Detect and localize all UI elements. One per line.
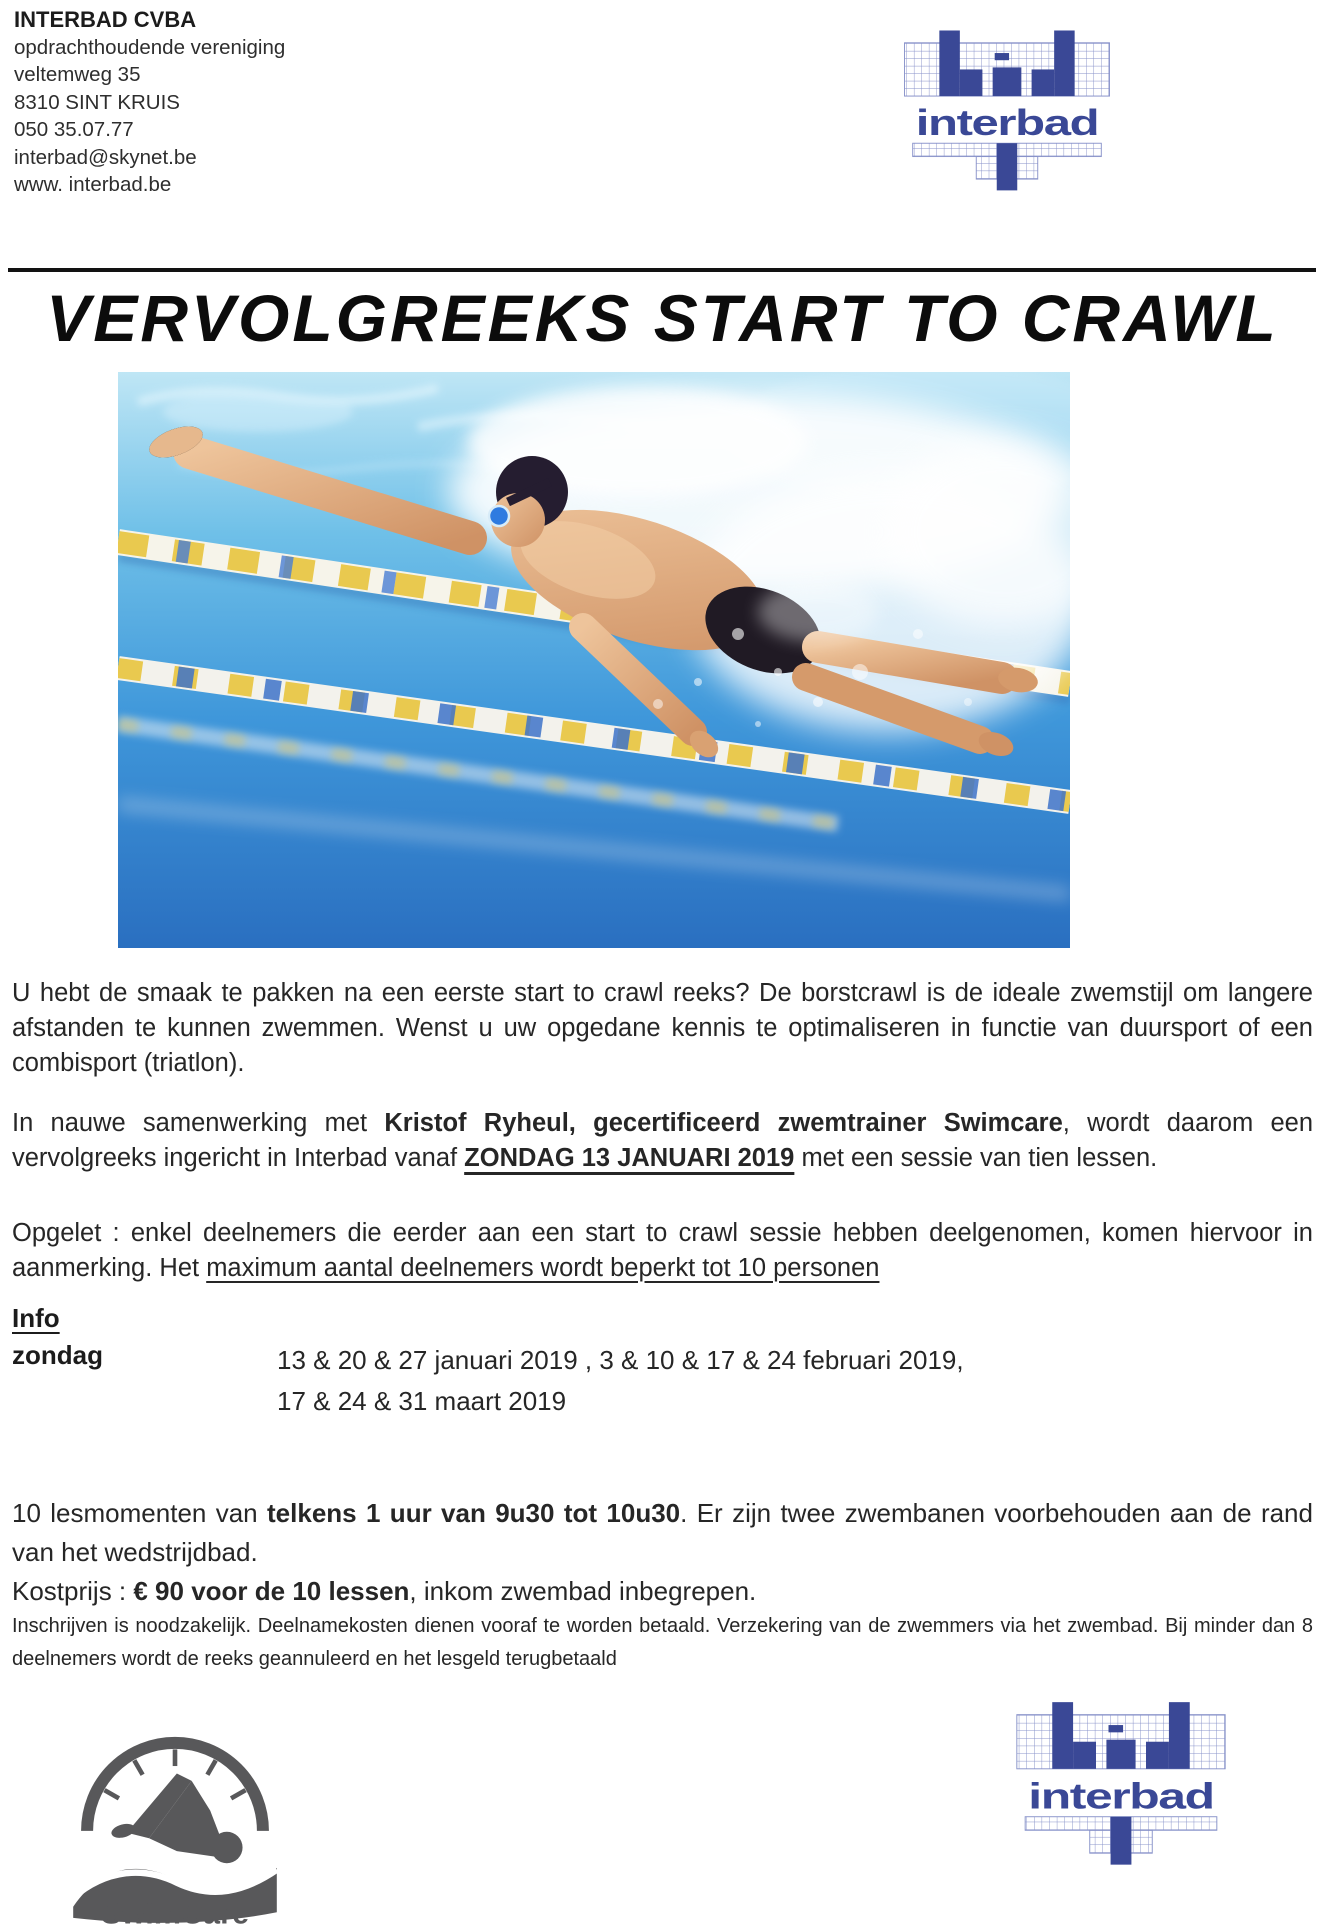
company-subtitle: opdrachthoudende vereniging bbox=[14, 35, 286, 59]
company-email: interbad@skynet.be bbox=[14, 145, 197, 169]
company-name: INTERBAD CVBA bbox=[14, 7, 197, 32]
info-heading: Info bbox=[12, 1303, 60, 1333]
p2-text-post: met een sessie van tien lessen. bbox=[794, 1143, 1158, 1172]
lessons-pre: 10 lesmomenten van bbox=[12, 1498, 268, 1528]
p2-text-mid: , wordt daarom een vervolgreeks ingericht in Interbad vanaf bbox=[12, 1108, 1313, 1172]
swimmer-silhouette bbox=[110, 1773, 243, 1863]
intro-paragraph: U hebt de smaak te pakken na een eerste start to crawl reeks? De borstcrawl is de ideale zwemstijl om langere afstanden te kunnen zwemmen. Wenst u uw opgedane kennis te optimaliseren in functie van duursport of een combisport (triatlon). bbox=[12, 978, 1313, 1077]
partnership-paragraph bbox=[12, 1106, 1313, 1176]
company-website: www. interbad.be bbox=[14, 173, 172, 196]
interbad-logo-top bbox=[884, 28, 1130, 198]
company-phone: 050 35.07.77 bbox=[14, 118, 134, 141]
horizontal-rule bbox=[8, 268, 1316, 272]
attention-paragraph bbox=[12, 1216, 1313, 1286]
cost-amount: € 90 voor de 10 lessen bbox=[133, 1576, 410, 1606]
company-street: veltemweg 35 bbox=[14, 63, 141, 86]
schedule-day: zondag bbox=[12, 1340, 103, 1370]
dates-line-1: 13 & 20 & 27 januari 2019 , 3 & 10 & 17 & 24 februari 2019, bbox=[277, 1345, 964, 1375]
swimcare-wordmark: SwimCare bbox=[100, 1895, 250, 1928]
cost-post: , inkom zwembad inbegrepen. bbox=[409, 1576, 757, 1606]
trainer-name: Kristof Ryheul, gecertificeerd zwemtrainer Swimcare bbox=[384, 1108, 1063, 1137]
lessons-time: telkens 1 uur van 9u30 tot 10u30 bbox=[267, 1498, 681, 1528]
schedule-dates bbox=[277, 1340, 964, 1422]
swim-goggles bbox=[489, 506, 509, 526]
lessons-paragraph bbox=[12, 1494, 1313, 1572]
start-date: ZONDAG 13 JANUARI 2019 bbox=[464, 1143, 795, 1172]
cost-line bbox=[12, 1573, 1313, 1609]
interbad-logo-bottom bbox=[996, 1700, 1246, 1872]
max-participants: maximum aantal deelnemers wordt beperkt tot 10 personen bbox=[206, 1253, 880, 1282]
fine-print: Inschrijven is noodzakelijk. Deelnamekosten dienen vooraf te worden betaald. Verzekering van de zwemmers via het zwembad. Bij minder dan 8 deelnemers wordt de reeks geannuleerd en het lesgeld terugbetaald bbox=[12, 1615, 1313, 1670]
p3-text-pre: Opgelet : enkel deelnemers die eerder aan een start to crawl sessie hebben deelgenomen, komen hiervoor in aanmerking. Het bbox=[12, 1218, 1313, 1282]
p2-text-pre: In nauwe samenwerking met bbox=[12, 1108, 385, 1137]
swimmer-photo bbox=[118, 372, 1070, 948]
page-title: VERVOLGREEKS START TO CRAWL bbox=[46, 281, 1279, 355]
swimcare-logo bbox=[50, 1692, 300, 1928]
company-city: 8310 SINT KRUIS bbox=[14, 90, 180, 114]
company-info-block bbox=[14, 6, 285, 199]
dates-line-2: 17 & 24 & 31 maart 2019 bbox=[277, 1386, 567, 1416]
cost-pre: Kostprijs : bbox=[12, 1576, 134, 1606]
schedule-row bbox=[12, 1340, 1313, 1422]
lessons-post: . Er zijn twee zwembanen voorbehouden aan de rand van het wedstrijdbad. bbox=[12, 1498, 1313, 1567]
